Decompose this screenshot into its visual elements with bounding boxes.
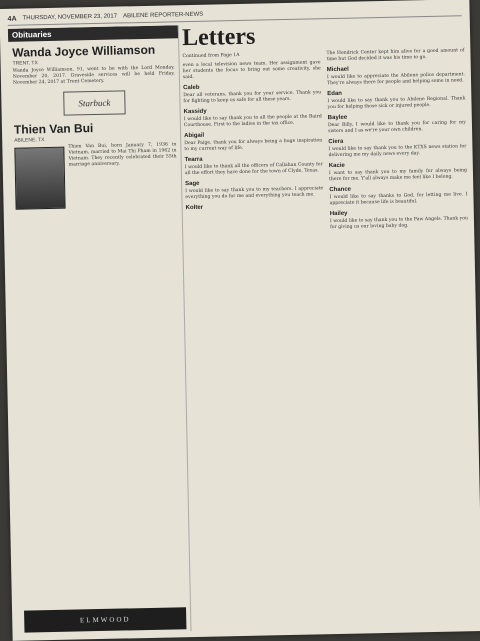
funeral-home-ad: ELMWOOD xyxy=(24,607,186,632)
obituaries-header: Obituaries xyxy=(8,25,178,42)
page-number: 4A xyxy=(7,15,17,23)
letter-text: I would like to say thank you to all the people at the Baird Courthouse. First to the ladies in the tax office. xyxy=(183,114,322,129)
letter-text: I would like to say thank you to my teachers. I appreciate everything you do for me and everything you teach me. xyxy=(185,186,324,201)
obituaries-column xyxy=(8,25,192,634)
letter-signature: Ciera xyxy=(328,138,344,146)
letter-text: Dear all veterans, thank you for your service. Thank you for fighting to keep us safe for all these years. xyxy=(183,90,322,105)
letter-signature: Kacie xyxy=(328,162,345,170)
letter-signature: Kolter xyxy=(185,204,204,212)
letters-column-1 xyxy=(182,51,324,237)
letter-text: I would like to say thank you to the Paw Angels. Thank you for giving us our loving baby dog. xyxy=(329,216,468,231)
letter-text: Dear Billy, I would like to thank you for caring for my sisters and I as we're your own children. xyxy=(327,120,466,135)
letter-text: Continued from Page 1A xyxy=(182,52,240,60)
letters-section xyxy=(182,19,477,631)
letter-signature: Kassidy xyxy=(183,108,207,116)
letter-signature: Chance xyxy=(329,186,352,194)
obituary-text: Thien Van Bui, born January 7, 1936 in Vietnam, married to Mai Thi Pham in 1962 in Vietnam. They recently celebrated their 55th marriage anniversary. xyxy=(68,142,177,168)
letter-text: I want to say thank you to my family for always being there for me. Y'all always make me feel like I belong. xyxy=(328,168,467,183)
letters-title: Letters xyxy=(181,23,256,52)
letter-text: The Hendrick Center kept him alive for a good amount of time but God decided it was his time to go. xyxy=(326,48,465,63)
letter-text: I would like to say thank you to Abilene Regional. Thank you for helping those sick or injured people. xyxy=(327,96,466,111)
obituary-text: Wanda Joyce Williamson, 91, went to be with the Lord Monday, November 20, 2017. Graveside services will be held Friday, November 24, 2017 at Trent Cemetery. xyxy=(12,65,175,86)
obituary-name: Wanda Joyce Williamson xyxy=(12,42,156,60)
issue-date: THURSDAY, NOVEMBER 23, 2017 xyxy=(22,13,118,22)
letter-signature: Hailey xyxy=(329,210,348,218)
letter-signature: Sage xyxy=(185,180,200,188)
letter-signature: Baylee xyxy=(327,114,348,122)
obituary-name: Thien Van Bui xyxy=(13,121,94,137)
funeral-home-logo: Starbuck xyxy=(63,90,125,115)
letter-signature: Caleb xyxy=(183,84,200,92)
letter-text: I would like to say thank you to the KTXS news station for delivering me my daily news every day. xyxy=(328,144,467,159)
letter-signature: Tearra xyxy=(184,156,203,164)
letter-text: Dear Paige, thank you for always being a huge inspiration to my current way of life. xyxy=(184,138,323,153)
letter-signature: Michael xyxy=(326,66,349,74)
letter-text: even a local television news team. Her assignment gave her students the focus to bring out some creativity, she said. xyxy=(182,60,321,81)
letters-column-2 xyxy=(326,48,468,234)
obituary-photo xyxy=(14,147,65,210)
obituary-location: TRENT, TX xyxy=(12,60,38,67)
obituary-location: ABILENE, TX xyxy=(14,137,45,144)
letter-text: I would like to say thanks to God, for letting me live. I appreciate it because life is beautiful. xyxy=(329,192,468,207)
paper-name: ABILENE REPORTER-NEWS xyxy=(122,11,204,20)
letter-text: I would like to thank all the officers of Callahan County for all the effort they have done for the town of Clyde, Texas. xyxy=(184,162,323,177)
letter-signature: Edan xyxy=(327,90,343,98)
letter-signature: Abigail xyxy=(184,132,205,140)
letter-text: I would like to appreciate the Abilene police department. They're always there for people and helping some in need. xyxy=(326,72,465,87)
